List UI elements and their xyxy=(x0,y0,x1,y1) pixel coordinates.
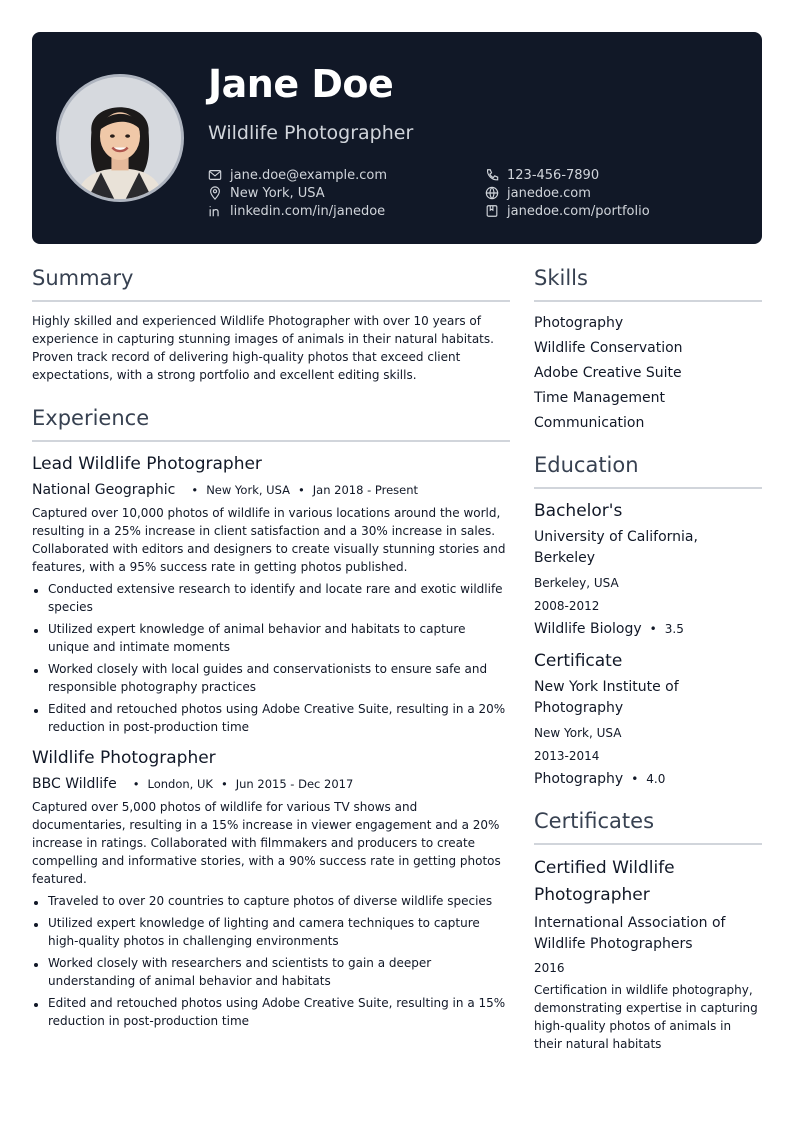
job-company: BBC Wildlife xyxy=(32,776,117,792)
main-column xyxy=(32,266,510,1034)
contact-email[interactable] xyxy=(208,166,387,184)
cert-description: Certification in wildlife photography, demonstrating expertise in capturing high-quality photos of animals in their natural habitats xyxy=(534,983,758,1051)
certificate-entry xyxy=(534,855,762,1053)
separator: • xyxy=(220,777,228,791)
job-location: New York, USA xyxy=(206,483,290,497)
cert-org: International Association of Wildlife Photographers xyxy=(534,915,726,952)
skill-item: Wildlife Conservation xyxy=(534,340,683,356)
edu-location: New York, USA xyxy=(534,726,622,740)
list-item: Utilized expert knowledge of animal behavior and habitats to capture unique and intimate moments xyxy=(32,620,510,656)
contact-phone[interactable] xyxy=(485,166,599,184)
edu-degree: Bachelor's xyxy=(534,501,623,521)
contact-linkedin[interactable] xyxy=(208,202,385,220)
education-entry xyxy=(534,501,762,637)
list-item: Edited and retouched photos using Adobe Creative Suite, resulting in a 15% reduction in post-production time xyxy=(32,994,510,1030)
summary-heading: Summary xyxy=(32,266,510,302)
job-meta xyxy=(32,482,510,498)
list-item: Conducted extensive research to identify and locate rare and exotic wildlife species xyxy=(32,580,510,616)
globe-icon xyxy=(485,186,499,200)
list-item: Utilized expert knowledge of lighting and camera techniques to capture high-quality photos in challenging environments xyxy=(32,914,510,950)
phone-icon xyxy=(485,168,499,182)
candidate-name: Jane Doe xyxy=(208,62,394,106)
job-position: Lead Wildlife Photographer xyxy=(32,454,262,474)
edu-school: New York Institute of Photography xyxy=(534,679,679,716)
contact-location xyxy=(208,184,325,202)
experience-entry xyxy=(32,454,510,736)
list-item: Edited and retouched photos using Adobe Creative Suite, resulting in a 20% reduction in post-production time xyxy=(32,700,510,736)
cert-name: Certified Wildlife Photographer xyxy=(534,858,675,905)
resume-header xyxy=(32,32,762,244)
separator: • xyxy=(132,777,140,791)
edu-field: Wildlife Biology xyxy=(534,621,642,637)
edu-location: Berkeley, USA xyxy=(534,576,619,590)
contact-portfolio[interactable] xyxy=(485,202,650,220)
edu-gpa: 3.5 xyxy=(664,622,684,636)
job-company: National Geographic xyxy=(32,482,176,498)
phone-text: 123-456-7890 xyxy=(507,167,600,183)
job-description: Captured over 10,000 photos of wildlife in various locations around the world, resulting in a 25% increase in client satisfaction and a 30% increase in sales. Collaborated with editors and designers to create visually stunning stories and features, with a 95% success rate in getting photos published. xyxy=(32,506,506,574)
edu-degree: Certificate xyxy=(534,651,623,671)
separator: • xyxy=(649,622,657,636)
map-pin-icon xyxy=(208,186,222,200)
skill-item: Adobe Creative Suite xyxy=(534,365,682,381)
summary-text: Highly skilled and experienced Wildlife Photographer with over 10 years of experience in capturing stunning images of animals in their natural habitats. Proven track record of delivering high-quality photos that exceed client expectations, with a strong portfolio and excellent editing skills. xyxy=(32,314,494,382)
edu-years: 2008-2012 xyxy=(534,599,600,613)
job-meta xyxy=(32,776,510,792)
list-item: Worked closely with researchers and scientists to gain a deeper understanding of animal behavior and habitats xyxy=(32,954,510,990)
portfolio-icon xyxy=(485,204,499,218)
education-entry xyxy=(534,651,762,787)
location-text: New York, USA xyxy=(230,185,325,201)
linkedin-icon xyxy=(208,204,222,218)
skills-heading: Skills xyxy=(534,266,762,302)
education-heading: Education xyxy=(534,453,762,489)
email-text: jane.doe@example.com xyxy=(230,167,388,183)
website-text: janedoe.com xyxy=(507,185,591,201)
skills-list xyxy=(534,312,762,437)
profile-photo-illustration xyxy=(59,77,181,199)
job-description: Captured over 5,000 photos of wildlife for various TV shows and documentaries, resulting in a 15% increase in viewer engagement and a 20% increase in ratings. Collaborated with filmmakers and producers to create compelling and informative stories, with a 90% success rate in getting photos featured. xyxy=(32,800,501,886)
job-bullets xyxy=(32,580,510,736)
cert-year: 2016 xyxy=(534,961,565,975)
separator: • xyxy=(297,483,305,497)
portfolio-text: janedoe.com/portfolio xyxy=(507,203,650,219)
skill-item: Photography xyxy=(534,315,624,331)
separator: • xyxy=(191,483,199,497)
contact-website[interactable] xyxy=(485,184,591,202)
job-position: Wildlife Photographer xyxy=(32,748,216,768)
job-bullets xyxy=(32,892,510,1030)
certificates-heading: Certificates xyxy=(534,809,762,845)
experience-entry xyxy=(32,748,510,1030)
job-location: London, UK xyxy=(147,777,213,791)
job-dates: Jan 2018 - Present xyxy=(312,483,419,497)
edu-school: University of California, Berkeley xyxy=(534,529,698,566)
linkedin-text: linkedin.com/in/janedoe xyxy=(230,203,386,219)
skill-item: Time Management xyxy=(534,390,665,406)
edu-years: 2013-2014 xyxy=(534,749,600,763)
contact-info xyxy=(208,166,728,222)
edu-field-row xyxy=(534,621,762,637)
job-dates: Jun 2015 - Dec 2017 xyxy=(235,777,354,791)
side-column xyxy=(534,266,762,1053)
skill-item: Communication xyxy=(534,415,645,431)
separator: • xyxy=(631,772,639,786)
envelope-icon xyxy=(208,168,222,182)
edu-field-row xyxy=(534,771,762,787)
job-title: Wildlife Photographer xyxy=(208,122,414,144)
experience-heading: Experience xyxy=(32,406,510,442)
list-item: Traveled to over 20 countries to capture photos of diverse wildlife species xyxy=(32,892,510,910)
edu-gpa: 4.0 xyxy=(646,772,666,786)
list-item: Worked closely with local guides and conservationists to ensure safe and responsible photography practices xyxy=(32,660,510,696)
profile-photo xyxy=(56,74,184,202)
edu-field: Photography xyxy=(534,771,624,787)
